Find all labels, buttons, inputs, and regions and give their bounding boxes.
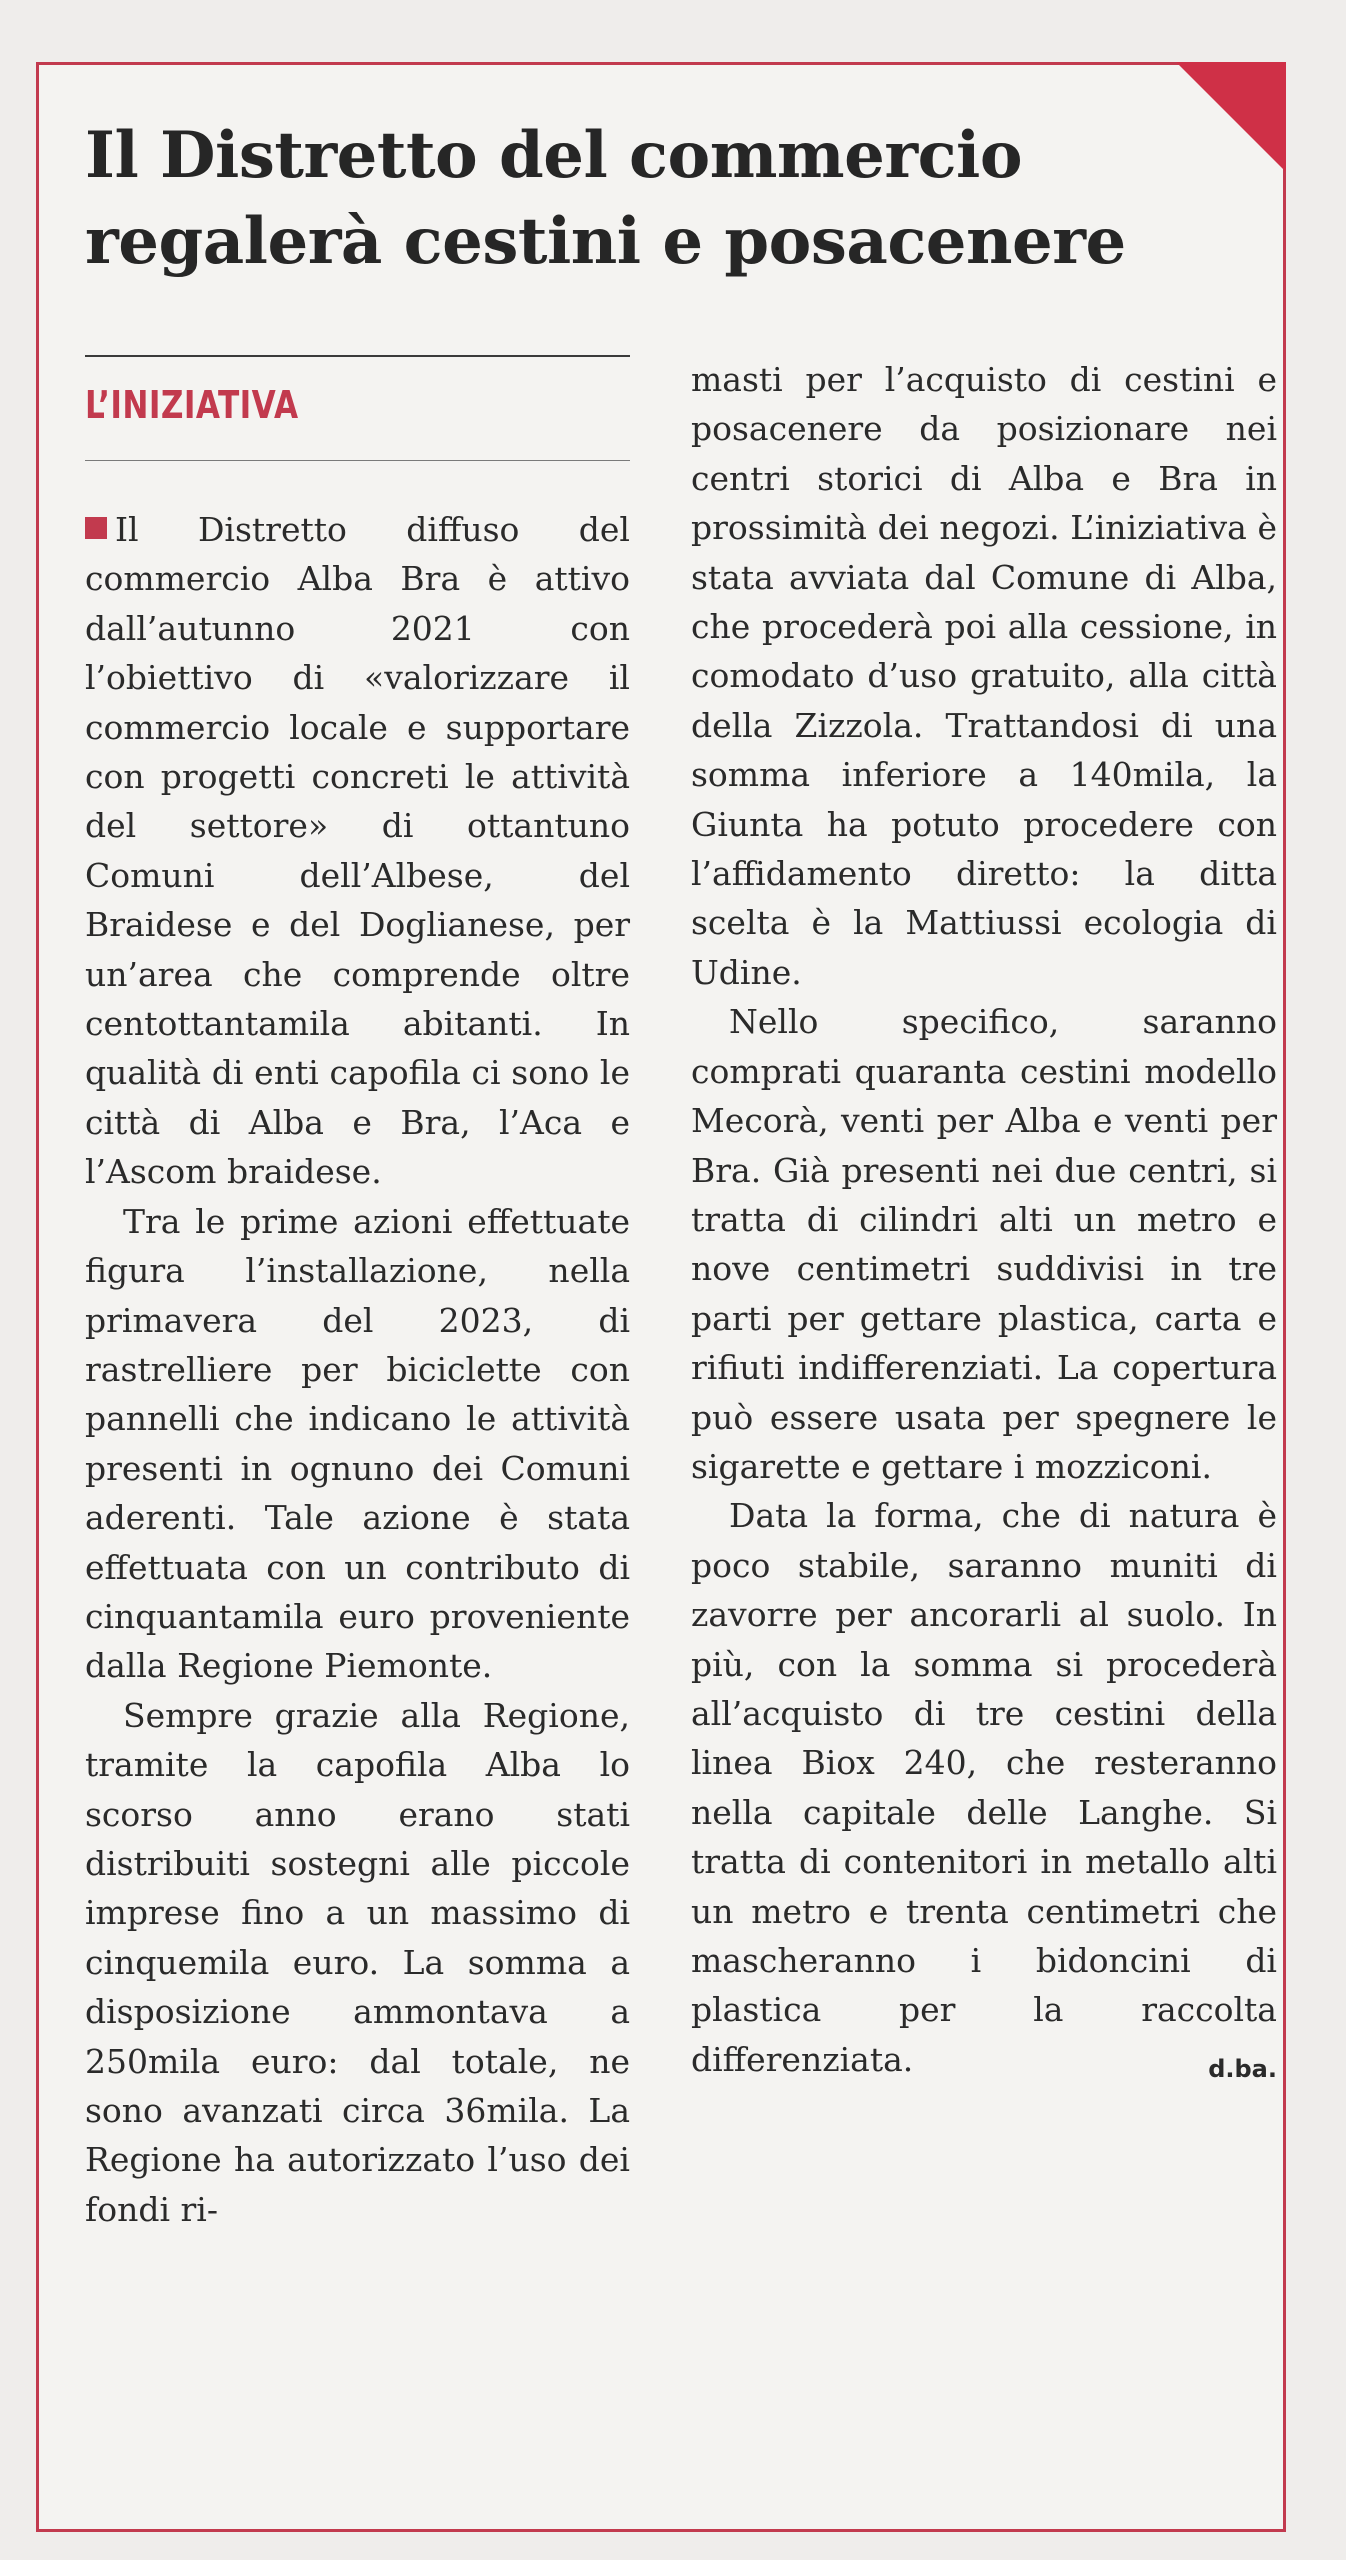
- paragraph-4: masti per l’acquisto di cestini e posacenere da posizionare nei centri storici di Alba e Bra in prossimità dei negozi. L’iniziativa è stata avviata dal Comune di Alba, che procederà poi alla cessione, in comodato d’uso gratuito, alla città della Zizzola. Trattandosi di una somma inferiore a 140mila, la Giunta ha potuto procedere con l’affidamento diretto: la ditta scelta è la Mattiussi ecologia di Udine.: [691, 360, 1277, 992]
- kicker-rule-bottom: [85, 460, 630, 461]
- article-column-right: [691, 355, 1277, 2094]
- paragraph-3: Sempre grazie alla Regione, tramite la capofila Alba lo scorso anno erano stati distribuiti sostegni alle piccole imprese fino a un massimo di cinquemila euro. La somma a disposizione ammontava a 250mila euro: dal totale, ne sono avanzati circa 36mila. La Regione ha autorizzato l’uso dei fondi ri-: [85, 1695, 630, 2229]
- paragraph-5: Nello specifico, saranno comprati quaranta cestini modello Mecorà, venti per Alba e venti per Bra. Già presenti nei due centri, si tratta di cilindri alti un metro e nove centimetri suddivisi in tre parti per gettare plastica, carta e rifiuti indifferenziati. La copertura può essere usata per spegnere le sigarette e gettare i mozziconi.: [691, 1002, 1277, 1486]
- corner-tab-decoration: [1176, 62, 1286, 172]
- kicker-label: L’INIZIATIVA: [85, 383, 299, 427]
- bullet-square-icon: [85, 517, 107, 539]
- article-frame: [36, 62, 1286, 2532]
- paragraph-6: [691, 1491, 1277, 2084]
- kicker-rule-top: [85, 355, 630, 357]
- article-headline: Il Distretto del commercio regalerà cestini e posacenere: [85, 118, 1126, 279]
- article-column-left: [85, 505, 630, 2234]
- paragraph-1-text: Il Distretto diffuso del commercio Alba Bra è attivo dall’autunno 2021 con l’obiettivo di «valorizzare il commercio locale e supportare con progetti concreti le attività del settore» di ottantuno Comuni dell’Albese, del Braidese e del Doglianese, per un’area che comprende oltre centottantamila abitanti. In qualità di enti capofila ci sono le città di Alba e Bra, l’Aca e l’Ascom braidese.: [85, 510, 630, 1192]
- paragraph-1: [85, 505, 630, 1197]
- paragraph-6-text: Data la forma, che di natura è poco stabile, saranno muniti di zavorre per ancorarli al suolo. In più, con la somma si procederà all’acquisto di tre cestini della linea Biox 240, che resteranno nella capitale delle Langhe. Si tratta di contenitori in metallo alti un metro e trenta centimetri che mascheranno i bidoncini di plastica per la raccolta differenziata.: [691, 1496, 1277, 2079]
- author-signature: d.ba.: [1208, 2054, 1277, 2083]
- paragraph-2: Tra le prime azioni effettuate figura l’installazione, nella primavera del 2023, di rastrelliere per biciclette con pannelli che indicano le attività presenti in ognuno dei Comuni aderenti. Tale azione è stata effettuata con un contributo di cinquantamila euro proveniente dalla Regione Piemonte.: [85, 1201, 630, 1686]
